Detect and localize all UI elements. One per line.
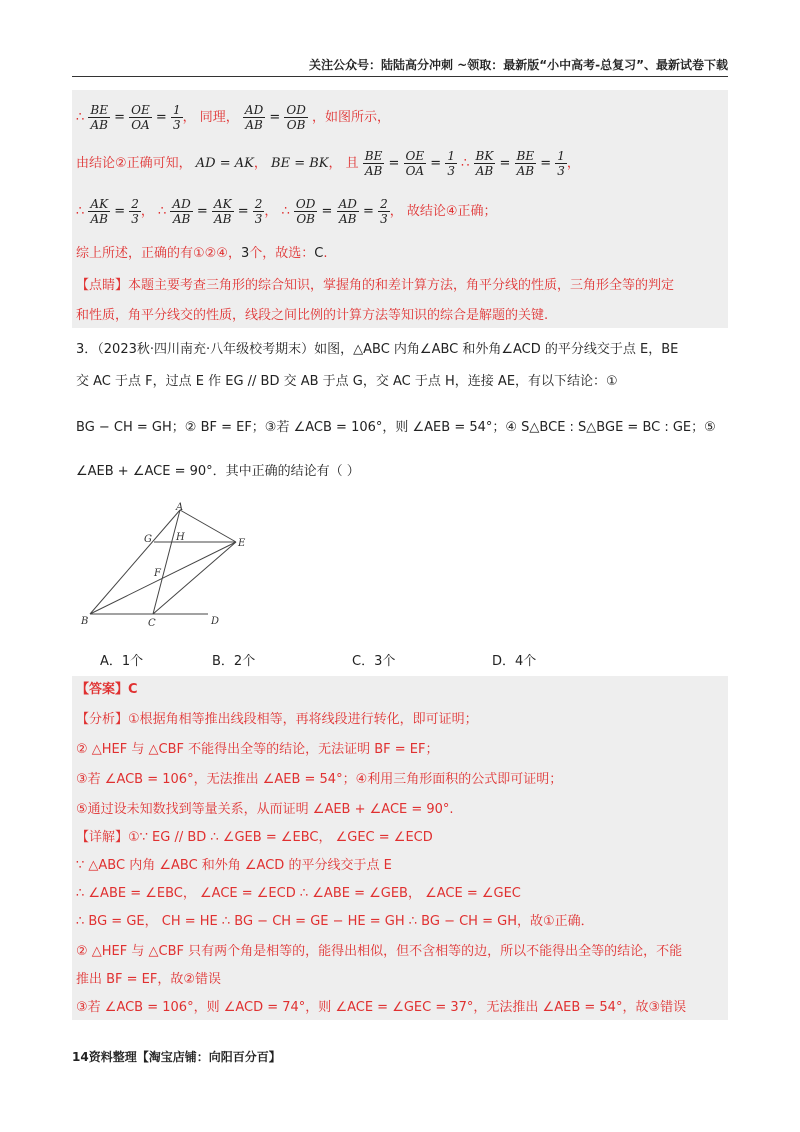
analysis-line-1: 【分析】①根据角相等推出线段相等，再将线段进行转化，即可证明； <box>76 712 478 727</box>
label-G: G <box>144 534 152 545</box>
option-d: D．4个 <box>492 654 537 669</box>
analysis-line-2: ② △HEF 与 △CBF 不能得出全等的结论，无法证明 BF = EF； <box>76 742 439 757</box>
page-header: 关注公众号：陆陆高分冲刺 ~领取：最新版“小中高考-总复习”、最新试卷下载 <box>309 58 728 72</box>
analysis-line-3: ③若 ∠ACB = 106°，无法推出 ∠AEB = 54°；④利用三角形面积的公式即可证明； <box>76 772 563 787</box>
detail-line-6: 推出 BF = EF，故②错误 <box>76 972 222 987</box>
detail-line-7: ③若 ∠ACB = 106°，则 ∠ACD = 74°，则 ∠ACE = ∠GEC = 37°，无法推出 ∠AEB = 54°，故③错误 <box>76 1000 687 1015</box>
q3-line-1: 3．（2023秋·四川南充·八年级校考期末）如图，△ABC 内角∠ABC 和外角∠ACD 的平分线交于点 E，BE <box>76 342 679 357</box>
label-D: D <box>211 616 220 627</box>
prev-comment-line-1: 【点睛】本题主要考查三角形的综合知识，掌握角的和差计算方法，角平分线的性质，三角形全等的判定 <box>76 278 675 293</box>
option-b: B．2个 <box>212 654 256 669</box>
q3-line-2: 交 AC 于点 F，过点 E 作 EG // BD 交 AB 于点 G，交 AC 于点 H，连接 AE，有以下结论：① <box>76 374 618 389</box>
prev-comment-line-2: 和性质，角平分线交的性质，线段之间比例的计算方法等知识的综合是解题的关键. <box>76 308 549 323</box>
option-c: C．3个 <box>352 654 396 669</box>
detail-line-1: 【详解】①∵ EG // BD ∴ ∠GEB = ∠EBC， ∠GEC = ∠ECD <box>76 830 433 845</box>
label-C: C <box>148 618 156 629</box>
prev-line-4: 综上所述，正确的有①②④，3个，故选：C. <box>76 246 328 261</box>
label-E: E <box>238 538 246 549</box>
analysis-line-4: ⑤通过设未知数找到等量关系，从而证明 ∠AEB + ∠ACE = 90°. <box>76 802 454 817</box>
detail-line-2: ∵ △ABC 内角 ∠ABC 和外角 ∠ACD 的平分线交于点 E <box>76 858 392 873</box>
answer-line: 【答案】C <box>76 682 138 697</box>
prev-line-2: 由结论②正确可知， AD = AK， BE = BK， 且 $\frac{BE}{AB}$ = $\frac{OE}{OA}$ = $\frac{1}{3}$ ∴ $\frac{BK}{AB}$ = $\frac{BE}{AB}$ = $\frac{1}{3}$ ， <box>76 149 580 178</box>
label-H: H <box>176 532 185 543</box>
q3-line-4: ∠AEB + ∠ACE = 90°．其中正确的结论有（ ） <box>76 464 360 479</box>
detail-line-5: ② △HEF 与 △CBF 只有两个角是相等的，能得出相似，但不含相等的边，所以不能得出全等的结论，不能 <box>76 944 683 959</box>
label-F: F <box>154 568 161 579</box>
detail-line-4: ∴ BG = GE， CH = HE ∴ BG − CH = GE − HE = GH ∴ BG − CH = GH，故①正确． <box>76 914 594 929</box>
label-B: B <box>81 616 89 627</box>
geometry-figure <box>78 502 246 632</box>
label-A: A <box>176 502 184 513</box>
option-a: A．1个 <box>100 654 144 669</box>
header-rule <box>72 76 728 77</box>
prev-line-1: ∴ $\frac{BE}{AB}$ = $\frac{OE}{OA}$ = $\frac{1}{3}$ ， 同理， $\frac{AD}{AB}$ = $\frac{OD}{OB}$ ，如图所示， <box>76 103 391 132</box>
q3-line-3: BG − CH = GH；② BF = EF；③若 ∠ACB = 106°，则 ∠AEB = 54°；④ S△BCE : S△BGE = BC : GE；⑤ <box>76 420 716 435</box>
page-footer: 14资料整理【淘宝店铺：向阳百分百】 <box>72 1050 281 1064</box>
prev-line-3: ∴ $\frac{AK}{AB}$ = $\frac{2}{3}$ ， ∴ $\frac{AD}{AB}$ = $\frac{AK}{AB}$ = $\frac{2}{3}$ ， ∴ $\frac{OD}{OB}$ = $\frac{AD}{AB}$ = $\frac{2}{3}$ ， 故结论④正确； <box>76 197 497 226</box>
detail-line-3: ∴ ∠ABE = ∠EBC， ∠ACE = ∠ECD ∴ ∠ABE = ∠GEB， ∠ACE = ∠GEC <box>76 886 521 901</box>
